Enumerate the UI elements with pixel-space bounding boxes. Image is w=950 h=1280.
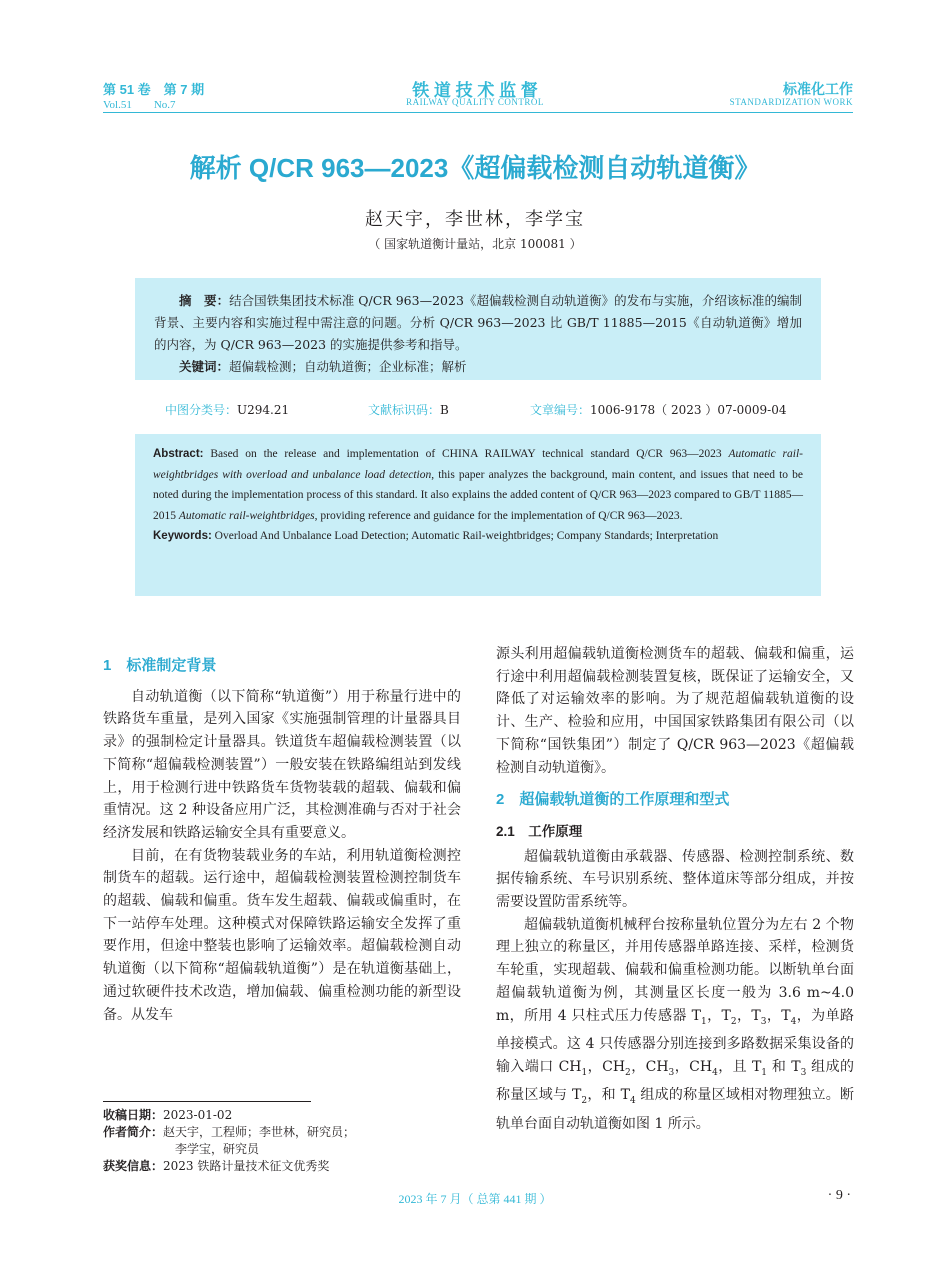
text: ，T: [766, 1007, 791, 1024]
journal-title-cn: 铁 道 技 术 监 督: [412, 81, 538, 100]
subscript: 2: [625, 1067, 631, 1078]
received-label: 收稿日期：: [103, 1108, 164, 1122]
text: CH: [689, 1058, 713, 1075]
document-code: [368, 401, 449, 418]
paragraph: 源头利用超偏载轨道衡检测货车的超载、偏载和偏重，运行途中利用超偏载检测装置复核，既保证了运输安全，又降低了对运输效率的影响。为了规范超偏载轨道衡的设计、生产、检验和应用，中国国家铁路集团有限公司（以下简称“国铁集团”）制定了 Q/CR 963—2023《超偏载检测自动轨道衡》。: [496, 646, 854, 776]
text: 和 T: [601, 1087, 630, 1104]
award-value: 2023 铁路计量技术征文优秀奖: [163, 1159, 330, 1173]
abstract-en-box: [135, 434, 821, 596]
subscript: 4: [790, 1016, 797, 1027]
text: ，: [587, 1087, 602, 1104]
page-number: · 9 ·: [827, 1188, 851, 1203]
footnote: [103, 1107, 463, 1175]
subscript: 2: [730, 1016, 737, 1027]
text: ，: [630, 1058, 646, 1075]
volume-issue-cn: 第 51 卷 第 7 期: [103, 82, 205, 97]
abstract-en-title-1: Automatic rail-weightbridges with overload and unbalance load detection: [153, 448, 804, 481]
keywords-cn-text: 超偏载检测；自动轨道衡；企业标准；解析: [229, 359, 467, 374]
subscript: 1: [761, 1067, 768, 1078]
bio-label: 作者简介：: [103, 1125, 164, 1139]
issue-date-footer: 2023 年 7 月（ 总第 441 期 ）: [398, 1192, 552, 1206]
keywords-cn: [154, 356, 802, 378]
abstract-cn-label: 摘 要：: [179, 294, 230, 308]
keywords-en-text: Overload And Unbalance Load Detection; Automatic Rail-weightbridges; Company Standards; Interpretation: [214, 530, 719, 542]
subsection-2-1-heading: 2.1 工作原理: [496, 823, 583, 839]
text: ，且 T: [717, 1058, 762, 1075]
subscript: 4: [629, 1096, 636, 1107]
paragraph: 目前，在有货物装载业务的车站，利用轨道衡检测控制货车的超载。运行途中，超偏载检测装置检测控制货车的超载、偏载和偏重。货车发生超载、偏载或偏重时，在下一站停车处理。这种模式对保障铁路运输安全发挥了重要作用，但途中整装也影响了运输效率。超偏载检测自动轨道衡（以下简称“超偏载轨道衡”）是在轨道衡基础上，通过软硬件技术改造，增加偏载、偏重检测功能的新型设备。从发车: [103, 847, 461, 1023]
paragraph: [496, 914, 854, 1136]
text: ，T: [736, 1007, 761, 1024]
text: 和 T: [767, 1058, 801, 1075]
text: ，T: [706, 1007, 731, 1024]
text: 超偏载轨道衡机械秤台按称量轨位置分为左右 2 个物理上独立的称量区，并用传感器单路连接、采样，检测货车轮重，实现超载、偏载和偏重检测功能。以断轨单台面超偏载轨道衡为例，其测量区长度一般为 3.6 m~4.0 m，所用 4 只柱式压力传感器 T: [496, 916, 854, 1024]
subscript: 4: [712, 1067, 718, 1078]
right-column: [496, 643, 854, 1135]
section-name-cn: 标准化工作: [783, 81, 853, 97]
keywords-en: [153, 526, 803, 547]
text: CH: [645, 1058, 669, 1075]
article-number: [530, 401, 787, 418]
article-number-value: 1006-9178（ 2023 ）07-0009-04: [590, 403, 787, 417]
affiliation: （ 国家轨道衡计量站，北京 100081 ）: [368, 237, 582, 251]
volume-issue-en: Vol.51 No.7: [103, 99, 176, 111]
abstract-cn-text: 结合国铁集团技术标准 Q/CR 963—2023《超偏载检测自动轨道衡》的发布与实施，介绍该标准的编制背景、主要内容和实施过程中需注意的问题。分析 Q/CR 963—2023 比 GB/T 11885—2015《自动轨道衡》增加的内容，为 Q/CR 963—2023 的实施提供参考和指导。: [154, 293, 802, 352]
award-info: [103, 1158, 463, 1175]
text: ，为单路单接模式。这 4 只传感器分别连接到多路数据采集设备的输入端口 CH: [496, 1007, 854, 1075]
section-2-heading: 2 超偏载轨道衡的工作原理和型式: [496, 791, 730, 809]
keywords-cn-label: 关键词：: [179, 360, 230, 374]
subscript: 3: [668, 1067, 675, 1078]
abstract-cn-box: [135, 278, 821, 380]
paragraph: 超偏载轨道衡由承载器、传感器、检测控制系统、数据传输系统、车号识别系统、整体道床等部分组成，并按需要设置防雷系统等。: [496, 848, 854, 911]
subscript: 3: [800, 1067, 807, 1078]
abstract-cn: [154, 290, 802, 356]
section-name-en: STANDARDIZATION WORK: [729, 97, 853, 107]
text: ，: [674, 1058, 690, 1075]
text: 组成的称量区域相对物理独立。断轨单台面自动轨道衡如图 1 所示。: [496, 1087, 855, 1132]
section-1-heading: 1 标准制定背景: [103, 657, 217, 674]
clc-value: U294.21: [237, 403, 290, 417]
document-code-label: 文献标识码：: [368, 403, 441, 417]
clc-number: [165, 401, 289, 418]
subscript: 1: [700, 1016, 707, 1027]
bio-line-1: 赵天宇，工程师；李世林，研究员；: [163, 1125, 356, 1139]
author-bio-cont: 李学宝，研究员: [175, 1142, 260, 1156]
text: 组成的称量区域与 T: [496, 1058, 855, 1104]
header-rule: [103, 112, 853, 113]
received-value: 2023-01-02: [163, 1108, 233, 1122]
abstract-en-text-1: Based on the release and implementation of CHINA RAILWAY technical standard Q/CR 963—2023: [210, 448, 729, 460]
abstract-en-label: Abstract:: [153, 448, 204, 460]
author-bio: [103, 1124, 463, 1141]
paragraph: 自动轨道衡（以下简称“轨道衡”）用于称量行进中的铁路货车重量，是列入国家《实施强制管理的计量器具目录》的强制检定计量器具。铁道货车超偏载检测装置（以下简称“超偏载检测装置”）一般安装在铁路编组站到发线上，用于检测行进中铁路货车货物装载的超载、偏载和偏重情况。这 2 种设备应用广泛，其检测准确与否对于社会经济发展和铁路运输安全具有重要意义。: [103, 688, 461, 841]
article-number-label: 文章编号：: [530, 403, 591, 417]
document-code-value: B: [440, 403, 449, 417]
subscript: 3: [760, 1016, 767, 1027]
subscript: 1: [581, 1067, 588, 1078]
keywords-en-label: Keywords:: [153, 530, 212, 542]
text: ，: [587, 1058, 603, 1075]
abstract-en-title-2: Automatic rail-weightbridges: [178, 509, 315, 522]
abstract-en-text-3: , providing reference and guidance for the implementation of Q/CR 963—2023.: [314, 509, 683, 522]
footnote-rule: [103, 1101, 311, 1102]
subscript: 2: [581, 1096, 588, 1107]
award-label: 获奖信息：: [103, 1159, 164, 1173]
article-title: 解析 Q/CR 963—2023《超偏载检测自动轨道衡》: [189, 153, 761, 183]
authors: 赵天宇，李世林，李学宝: [365, 209, 585, 230]
received-date: [103, 1107, 463, 1124]
text: CH: [602, 1058, 626, 1075]
clc-label: 中图分类号：: [165, 403, 238, 417]
abstract-en: [153, 444, 803, 526]
journal-title-en: RAILWAY QUALITY CONTROL: [406, 97, 544, 107]
abstract-en-text-2: , this paper analyzes the background, main content, and issues that need to be noted during the implementation process of this standard. It also explains the added content of Q/CR 963—2023 compared to GB/T 11885—2015: [153, 468, 803, 522]
left-column: [103, 655, 461, 1026]
